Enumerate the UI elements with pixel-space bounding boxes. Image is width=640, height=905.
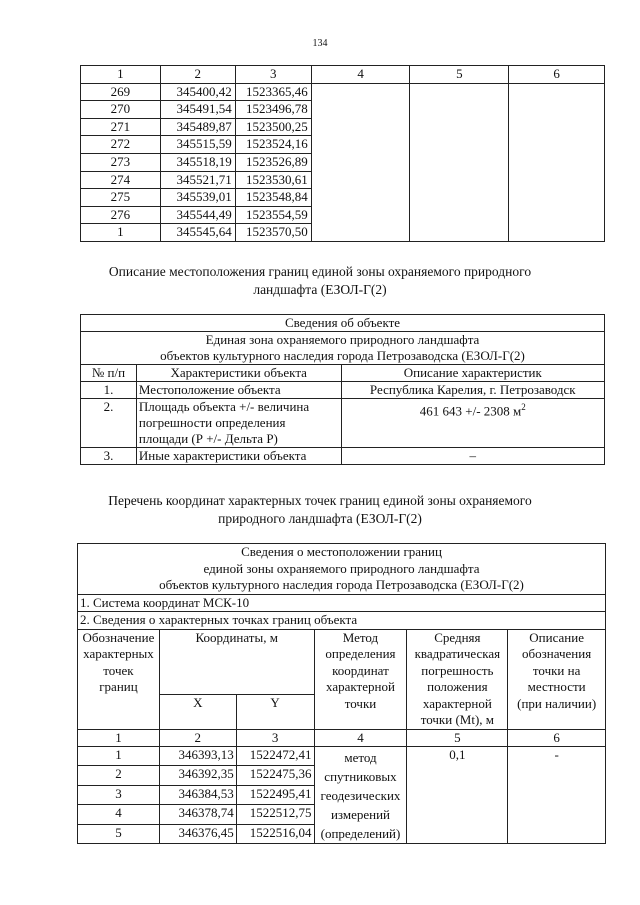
y-coord: 1523496,78 bbox=[235, 101, 311, 119]
description-cell: - bbox=[508, 747, 606, 844]
area-value: 461 643 +/- 2308 м bbox=[419, 403, 522, 419]
empty-cell bbox=[410, 83, 509, 241]
x-coord: 345544,49 bbox=[160, 206, 235, 224]
table-header-row bbox=[81, 365, 605, 382]
point-number: 272 bbox=[81, 136, 161, 154]
coordinate-system: 1. Система координат МСК-10 bbox=[78, 594, 606, 612]
section-heading-description: Описание местоположения границ единой зоны охраняемого природного ландшафта (ЕЗОЛ-Г(2) bbox=[108, 264, 532, 297]
header-description: Описание обозначения точки на местности (при наличии) bbox=[508, 629, 606, 729]
table-row: 3. Иные характеристики объекта – bbox=[81, 448, 605, 465]
y-coord: 1523530,61 bbox=[235, 171, 311, 189]
header-cell: 1 bbox=[81, 66, 161, 84]
table-row: 1. Местоположение объекта Республика Карелия, г. Петрозаводск bbox=[81, 382, 605, 399]
y-coord: 1523570,50 bbox=[235, 224, 311, 242]
empty-cell bbox=[509, 83, 605, 241]
x-coord: 346393,13 bbox=[159, 747, 236, 766]
header-point: Обозначение характерных точек границ bbox=[78, 629, 160, 729]
header-cell: 3 bbox=[235, 66, 311, 84]
header-x: X bbox=[159, 694, 236, 729]
point-number: 275 bbox=[81, 189, 161, 207]
header-cell: 2 bbox=[160, 66, 235, 84]
x-coord: 345539,01 bbox=[160, 189, 235, 207]
point-number: 270 bbox=[81, 101, 161, 119]
y-coord: 1523548,84 bbox=[235, 189, 311, 207]
x-coord: 346376,45 bbox=[159, 824, 236, 843]
point-number: 276 bbox=[81, 206, 161, 224]
page-number: 134 bbox=[312, 38, 328, 49]
header-cell: № п/п bbox=[81, 365, 137, 382]
x-coord: 345489,87 bbox=[160, 118, 235, 136]
x-coord: 346392,35 bbox=[159, 766, 236, 785]
column-number-row: 1 2 3 4 5 6 bbox=[78, 729, 606, 747]
header-cell: 4 bbox=[311, 66, 410, 84]
x-coord: 346384,53 bbox=[159, 785, 236, 804]
y-coord: 1522512,75 bbox=[236, 805, 314, 824]
table-row: 2. Площадь объекта +/- величина погрешности определения площади (Р +/- Дельта Р) 461 643 +/- 2308 $м^2$ bbox=[81, 399, 605, 448]
y-coord: 1523554,59 bbox=[235, 206, 311, 224]
header-method: Метод определения координат характерной точки bbox=[314, 629, 407, 729]
x-coord: 346378,74 bbox=[159, 805, 236, 824]
point-number: 273 bbox=[81, 153, 161, 171]
header-y: Y bbox=[236, 694, 314, 729]
header-error: Средняя квадратическая погрешность положения характерной точки (Mt), м bbox=[407, 629, 508, 729]
point-number: 3 bbox=[78, 785, 160, 804]
point-number: 1 bbox=[81, 224, 161, 242]
point-number: 2 bbox=[78, 766, 160, 785]
table-header-row bbox=[81, 66, 605, 84]
header-coords: Координаты, м bbox=[159, 629, 314, 694]
x-coord: 345545,64 bbox=[160, 224, 235, 242]
x-coord: 345400,42 bbox=[160, 83, 235, 101]
header-cell: 5 bbox=[410, 66, 509, 84]
table-title: Сведения о местоположении границ единой зоны охраняемого природного ландшафта объектов культурного наследия города Петрозаводска (ЕЗОЛ-Г(2) bbox=[78, 544, 606, 595]
object-info-table bbox=[80, 314, 605, 465]
point-number: 4 bbox=[78, 805, 160, 824]
table-header-row bbox=[78, 629, 606, 694]
point-number: 271 bbox=[81, 118, 161, 136]
table-title: Сведения об объекте bbox=[81, 315, 605, 332]
point-number: 269 bbox=[81, 83, 161, 101]
y-coord: 1523526,89 bbox=[235, 153, 311, 171]
error-cell: 0,1 bbox=[407, 747, 508, 844]
x-coord: 345515,59 bbox=[160, 136, 235, 154]
x-coord: 345521,71 bbox=[160, 171, 235, 189]
header-cell: Описание характеристик bbox=[341, 365, 604, 382]
header-cell: 6 bbox=[509, 66, 605, 84]
object-name: Единая зона охраняемого природного ландшафта объектов культурного наследия города Петрозаводска (ЕЗОЛ-Г(2) bbox=[81, 332, 605, 365]
y-coord: 1523500,25 bbox=[235, 118, 311, 136]
y-coord: 1523365,46 bbox=[235, 83, 311, 101]
y-coord: 1522516,04 bbox=[236, 824, 314, 843]
x-coord: 345518,19 bbox=[160, 153, 235, 171]
point-number: 274 bbox=[81, 171, 161, 189]
points-section-title: 2. Сведения о характерных точках границ объекта bbox=[78, 612, 606, 630]
header-cell: Характеристики объекта bbox=[136, 365, 341, 382]
point-number: 1 bbox=[78, 747, 160, 766]
table-row bbox=[78, 747, 606, 766]
section-heading-coordinates: Перечень координат характерных точек границ единой зоны охраняемого природного ландшафта (ЕЗОЛ-Г(2) bbox=[108, 493, 532, 526]
x-coord: 345491,54 bbox=[160, 101, 235, 119]
table-row bbox=[81, 83, 605, 101]
point-number: 5 bbox=[78, 824, 160, 843]
y-coord: 1522495,41 bbox=[236, 785, 314, 804]
y-coord: 1522475,36 bbox=[236, 766, 314, 785]
method-cell: метод спутниковых геодезических измерений (определений) bbox=[314, 747, 407, 844]
coordinates-table-continued bbox=[80, 65, 605, 242]
boundary-points-table bbox=[77, 543, 606, 844]
y-coord: 1523524,16 bbox=[235, 136, 311, 154]
empty-cell bbox=[311, 83, 410, 241]
y-coord: 1522472,41 bbox=[236, 747, 314, 766]
